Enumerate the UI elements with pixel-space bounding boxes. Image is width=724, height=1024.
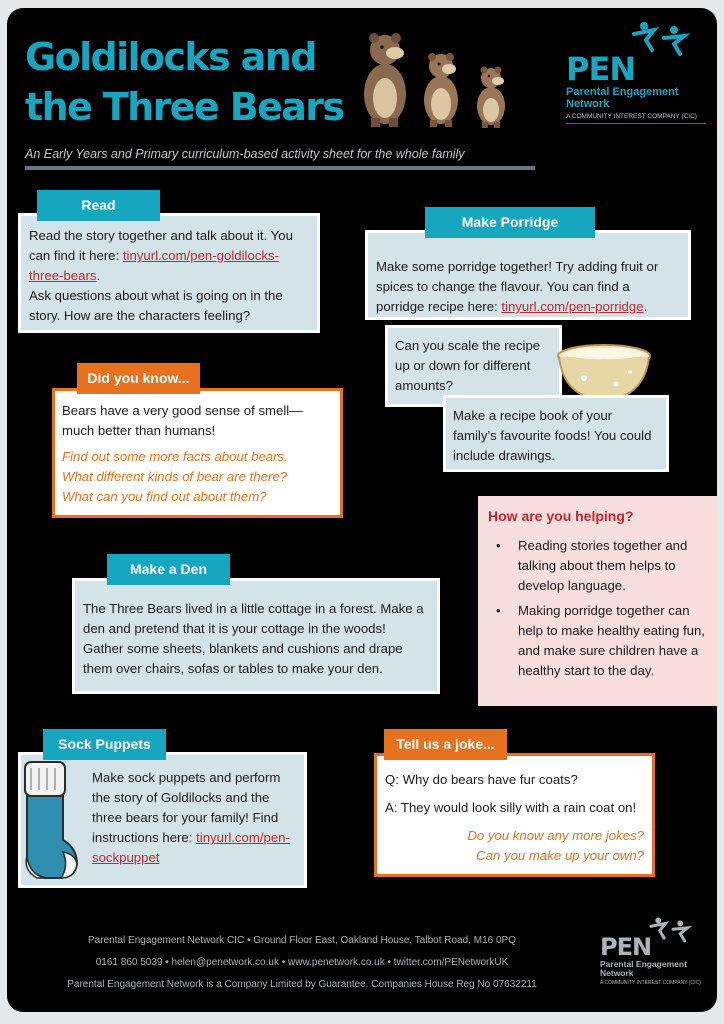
recipe-book-text: Make a recipe book of your family’s favourite foods! You could include drawings. xyxy=(453,408,652,463)
helping-title: How are you helping? xyxy=(488,508,634,524)
activity-sheet xyxy=(7,8,717,1012)
footer xyxy=(7,930,597,996)
baby-bear-icon xyxy=(477,67,505,129)
did-you-know-tab: Did you know... xyxy=(77,363,200,394)
read-box xyxy=(18,213,320,333)
pen-logo-word: PEN xyxy=(566,50,636,88)
read-link[interactable]: tinyurl.com/pen-goldilocks-three-bears xyxy=(29,248,279,283)
pen-people-icon xyxy=(630,20,690,58)
joke-tab: Tell us a joke... xyxy=(384,729,507,760)
pen-footer-word: PEN xyxy=(600,933,652,961)
joke-answer: A: They would look silly with a rain coat on! xyxy=(385,800,637,815)
joke-question: Q: Why do bears have fur coats? xyxy=(385,772,578,787)
porridge-text: Make some porridge together! Try adding fruit or spices to change the flavour. You can find a porridge recipe here: tinyurl.com/pen-porridge. xyxy=(376,259,659,314)
joke-prompt-2: Can you make up your own? xyxy=(476,848,644,863)
helping-item-reading: • Reading stories together and talking about them helps to develop language. xyxy=(488,536,714,596)
did-you-know-box xyxy=(52,388,343,518)
pen-footer-line2: Network xyxy=(600,968,634,978)
porridge-box xyxy=(365,230,691,320)
pen-logo[interactable] xyxy=(566,20,706,124)
pen-logo-line2: Network xyxy=(566,98,610,110)
big-bear-icon xyxy=(364,33,406,127)
pen-people-footer-icon xyxy=(648,916,692,944)
read-tab: Read xyxy=(37,190,160,221)
footer-contact[interactable]: 0161 860 5039 • helen@penetwork.co.uk • www.penetwork.co.uk • twitter.com/PENetworkUK xyxy=(95,957,509,968)
how-are-you-helping-box xyxy=(478,496,717,706)
page-title xyxy=(25,32,343,132)
page-subtitle: An Early Years and Primary curriculum-based activity sheet for the whole family xyxy=(25,147,535,170)
porridge-link[interactable]: tinyurl.com/pen-porridge xyxy=(501,299,644,314)
pen-logo-line1: Parental Engagement xyxy=(566,86,679,98)
make-a-den-tab: Make a Den xyxy=(107,554,230,585)
make-a-den-box xyxy=(72,578,440,694)
did-you-know-text: Bears have a very good sense of smell—much better than humans! xyxy=(62,403,303,438)
did-you-know-question-2: What different kinds of bear are there? xyxy=(62,469,288,484)
pen-footer-line1: Parental Engagement xyxy=(600,959,687,969)
recipe-book-box xyxy=(443,395,669,472)
helping-list xyxy=(488,536,714,681)
title-line-2: the Three Bears xyxy=(25,85,344,129)
sock-puppets-link[interactable]: tinyurl.com/pen-sockpuppet xyxy=(92,830,290,865)
porridge-scale-text: Can you scale the recipe up or down for different amounts? xyxy=(395,338,541,393)
pen-logo-footer xyxy=(600,916,700,989)
three-bears-illustration xyxy=(353,26,513,131)
pen-logo-cic: A COMMUNITY INTEREST COMPANY (CIC) xyxy=(566,113,706,124)
joke-prompt-1: Do you know any more jokes? xyxy=(467,828,644,843)
joke-box xyxy=(374,753,655,877)
sock-puppets-tab: Sock Puppets xyxy=(43,729,166,760)
read-text: Read the story together and talk about it. You can find it here: tinyurl.com/pen-goldilocks-three-bears. xyxy=(29,228,293,283)
pen-footer-cic: A COMMUNITY INTEREST COMPANY (CIC) xyxy=(600,980,701,986)
middle-bear-icon xyxy=(424,53,458,127)
title-line-1: Goldilocks and xyxy=(25,35,316,79)
sock-icon xyxy=(17,760,83,882)
footer-company-info: Parental Engagement Network is a Company Limited by Guarantee. Companies House Reg No 07632211 xyxy=(67,979,537,990)
footer-address: Parental Engagement Network CIC • Ground Floor East, Oakland House, Talbot Road, M16 0PQ xyxy=(88,935,516,946)
read-questions: Ask questions about what is going on in the story. How are the characters feeling? xyxy=(29,288,283,323)
helping-item-porridge: • Making porridge together can help to make healthy eating fun, and make sure children have a healthy start to the day. xyxy=(488,601,714,681)
did-you-know-question-1: Find out some more facts about bears. xyxy=(62,449,288,464)
porridge-tab: Make Porridge xyxy=(425,207,595,238)
make-a-den-text: The Three Bears lived in a little cottage in a forest. Make a den and pretend that it is your cottage in the woods! Gather some sheets, blankets and cushions and drape them over chairs, sofas or tables to make your den. xyxy=(83,601,424,676)
did-you-know-question-3: What can you find out about them? xyxy=(62,489,267,504)
sock-puppets-text: Make sock puppets and perform the story of Goldilocks and the three bears for your family! Find instructions here: tinyurl.com/pen-sockpuppet xyxy=(92,770,290,865)
